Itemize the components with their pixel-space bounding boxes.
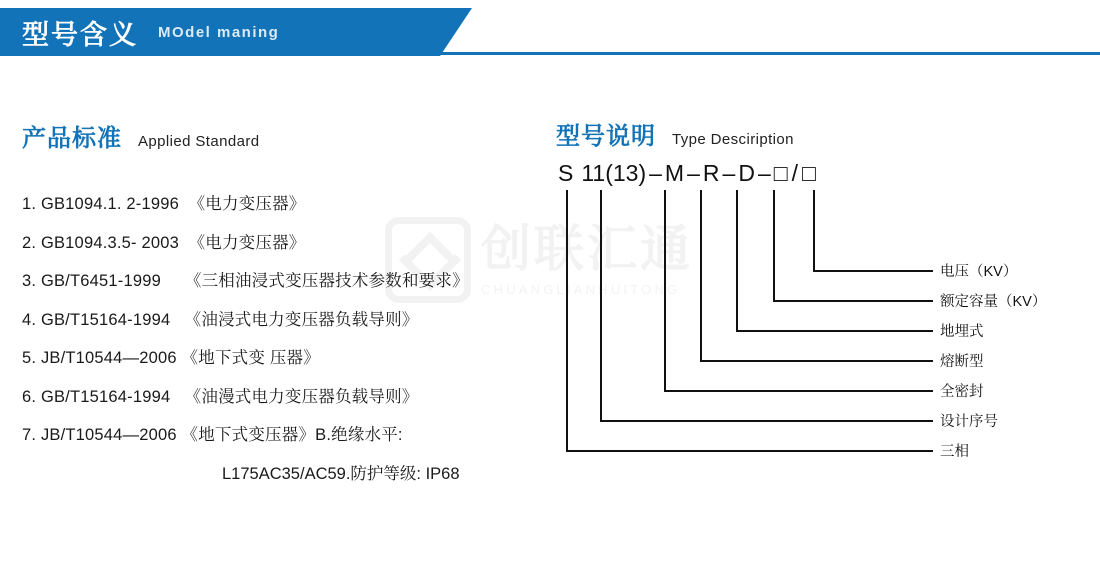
code-part-phase: S [558, 160, 574, 186]
code-part-capacity: □ [773, 160, 788, 186]
page-header-banner [0, 8, 440, 56]
header-divider [0, 52, 1100, 55]
code-part-buried: D [738, 160, 755, 186]
watermark-text-cn: 创联汇通 [481, 220, 693, 277]
leader-line-design-v [600, 190, 602, 420]
standards-section-title [22, 118, 260, 153]
code-separator-dash: – [757, 160, 771, 186]
leader-line-fuse-h [700, 360, 933, 362]
code-part-voltage: □ [802, 160, 816, 186]
list-item: 3. GB/T6451-1999 《三相油浸式变压器技术参数和要求》 [22, 272, 469, 290]
leader-line-buried-v [736, 190, 738, 330]
code-separator-dash: – [687, 160, 700, 186]
header-title-en: MOdel maning [158, 23, 280, 41]
watermark-text-en: CHUANGLIANHUITONG [481, 281, 681, 297]
callout-label-phase: 三相 [940, 444, 969, 460]
leader-line-capacity-h [773, 300, 933, 302]
leader-line-fuse-v [700, 190, 702, 360]
code-part-sealed: M [664, 160, 685, 186]
standards-title-en: Applied Standard [138, 133, 260, 150]
leader-line-voltage-v [813, 190, 815, 270]
leader-line-sealed-h [664, 390, 933, 392]
code-part-design-no: 11(13) [581, 160, 647, 186]
leader-line-design-h [600, 420, 933, 422]
leader-line-buried-h [736, 330, 933, 332]
callout-label-buried: 地埋式 [940, 324, 984, 340]
list-item: 4. GB/T15164-1994 《油浸式电力变压器负载导则》 [22, 310, 419, 329]
code-separator-slash: / [791, 160, 799, 186]
code-part-fuse: R [702, 160, 720, 186]
callout-label-capacity: 额定容量（KV） [940, 294, 1047, 310]
leader-line-voltage-h [813, 270, 933, 272]
list-item: 7. JB/T10544—2006 《地下式变压器》B.绝缘水平: [22, 426, 403, 444]
type-code-string [558, 160, 816, 187]
leader-line-sealed-v [664, 190, 666, 390]
code-separator-dash: – [722, 160, 736, 186]
leader-line-phase-h [566, 450, 933, 452]
code-separator-dash: – [649, 160, 662, 186]
list-item: 1. GB1094.1. 2-1996 《电力变压器》 [22, 195, 306, 213]
leader-line-capacity-v [773, 190, 775, 300]
type-code-diagram [548, 160, 1088, 490]
standards-title-cn: 产品标准 [22, 125, 122, 152]
callout-label-design: 设计序号 [940, 414, 998, 430]
standards-list [22, 190, 542, 484]
callout-label-voltage: 电压（KV） [940, 264, 1018, 280]
list-item: 6. GB/T15164-1994 《油漫式电力变压器负载导则》 [22, 387, 419, 406]
leader-line-phase-v [566, 190, 568, 450]
type-title-cn: 型号说明 [556, 123, 656, 150]
type-section-title [556, 116, 794, 151]
list-item: 5. JB/T10544—2006 《地下式变 压器》 [22, 349, 320, 367]
list-item: 2. GB1094.3.5- 2003 《电力变压器》 [22, 233, 306, 252]
callout-label-sealed: 全密封 [940, 384, 984, 400]
callout-label-fuse: 熔断型 [940, 354, 984, 370]
header-title-cn: 型号含义 [22, 19, 138, 50]
type-title-en: Type Desciription [672, 131, 794, 148]
list-item-continuation: L175AC35/AC59.防护等级: IP68 [222, 464, 460, 483]
